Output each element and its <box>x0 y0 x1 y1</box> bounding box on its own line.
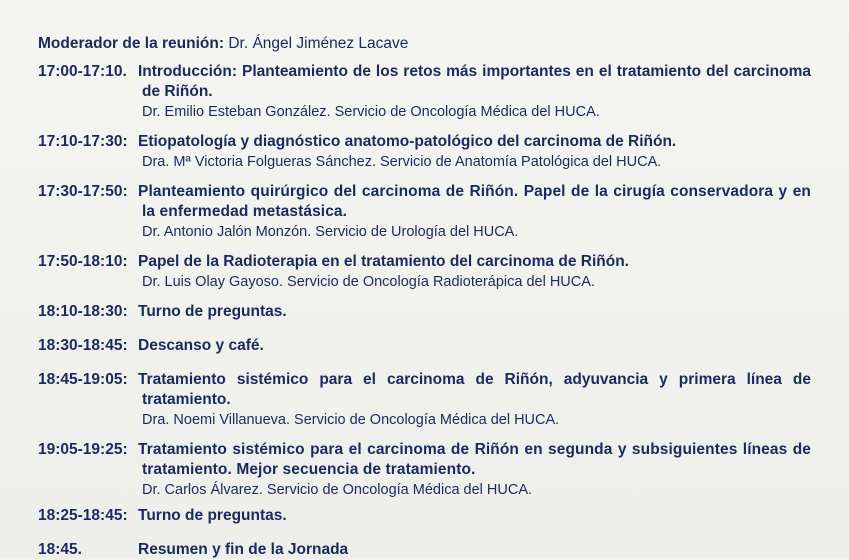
program-entry <box>38 252 811 291</box>
program-entry-main <box>38 540 811 560</box>
program-entry <box>38 132 811 171</box>
program-entry-title: Papel de la Radioterapia en el tratamiento del carcinoma de Riñón. <box>138 253 629 271</box>
program-entry-main <box>38 62 811 102</box>
program-entry-main <box>38 440 811 480</box>
program-entry-title: Etiopatología y diagnóstico anatomo-patológico del carcinoma de Riñón. <box>138 133 677 151</box>
program-entry-main <box>38 182 811 222</box>
program-entry-title: Descanso y café. <box>138 337 264 355</box>
program-entry-main <box>38 252 811 272</box>
program-entry <box>38 336 811 356</box>
program-entry <box>38 506 811 526</box>
program-entry <box>38 302 811 322</box>
program-entry-time: 17:10-17:30: <box>38 133 128 151</box>
moderator-label: Moderador de la reunión: <box>38 35 225 52</box>
program-entry-speaker: Dr. Luis Olay Gayoso. Servicio de Oncología Radioterápica del HUCA. <box>142 274 595 291</box>
program-entry-title: Resumen y fin de la Jornada <box>138 540 349 558</box>
program-entry-time: 18:10-18:30: <box>38 303 128 321</box>
program-entry-time: 18:45-19:05: <box>38 371 128 389</box>
moderator-line <box>38 34 811 53</box>
program-entry-time: 17:50-18:10: <box>38 253 128 271</box>
program-entry-speaker: Dra. Mª Victoria Folgueras Sánchez. Servicio de Anatomía Patológica del HUCA. <box>142 154 662 171</box>
program-entry-time: 19:05-19:25: <box>38 440 128 458</box>
program-entry-main <box>38 336 811 356</box>
program-entry-title: Turno de preguntas. <box>138 303 287 321</box>
program-entry <box>38 370 811 429</box>
program-entry-speaker: Dr. Emilio Esteban González. Servicio de Oncología Médica del HUCA. <box>142 104 600 121</box>
program-entry-title: Tratamiento sistémico para el carcinoma de Riñón, adyuvancia y primera línea de tratamiento. <box>138 371 811 408</box>
program-entry-time: 17:00-17:10. <box>38 63 127 81</box>
program-entry <box>38 182 811 241</box>
program-entry-time: 18:45. <box>38 540 82 558</box>
moderator-name: Dr. Ángel Jiménez Lacave <box>228 35 409 52</box>
program-entry-speaker: Dr. Antonio Jalón Monzón. Servicio de Urología del HUCA. <box>142 224 519 241</box>
program-entry <box>38 440 811 499</box>
program-entry-title: Introducción: Planteamiento de los retos más importantes en el tratamiento del carcinoma de Riñón. <box>138 63 811 101</box>
program-entry-speaker: Dr. Carlos Álvarez. Servicio de Oncología Médica del HUCA. <box>142 481 533 498</box>
program-entry-title: Tratamiento sistémico para el carcinoma de Riñón en segunda y subsiguientes líneas de tratamiento. Mejor secuencia de tratamiento. <box>138 440 811 478</box>
program-entry-main <box>38 132 811 152</box>
program-entry-time: 17:30-17:50: <box>38 183 128 201</box>
program-entry-main <box>38 506 811 526</box>
program-entry-main <box>38 370 811 410</box>
program-entry <box>38 540 811 560</box>
program-entry-title: Planteamiento quirúrgico del carcinoma de Riñón. Papel de la cirugía conservadora y en la enfermedad metastásica. <box>138 183 811 221</box>
program-entry-time: 18:30-18:45: <box>38 337 128 355</box>
program-entry-speaker: Dra. Noemi Villanueva. Servicio de Oncología Médica del HUCA. <box>142 411 560 428</box>
program-entry-time: 18:25-18:45: <box>38 506 128 524</box>
program-entry <box>38 62 811 121</box>
program-entry-main <box>38 302 811 322</box>
program-entry-title: Turno de preguntas. <box>138 506 287 524</box>
